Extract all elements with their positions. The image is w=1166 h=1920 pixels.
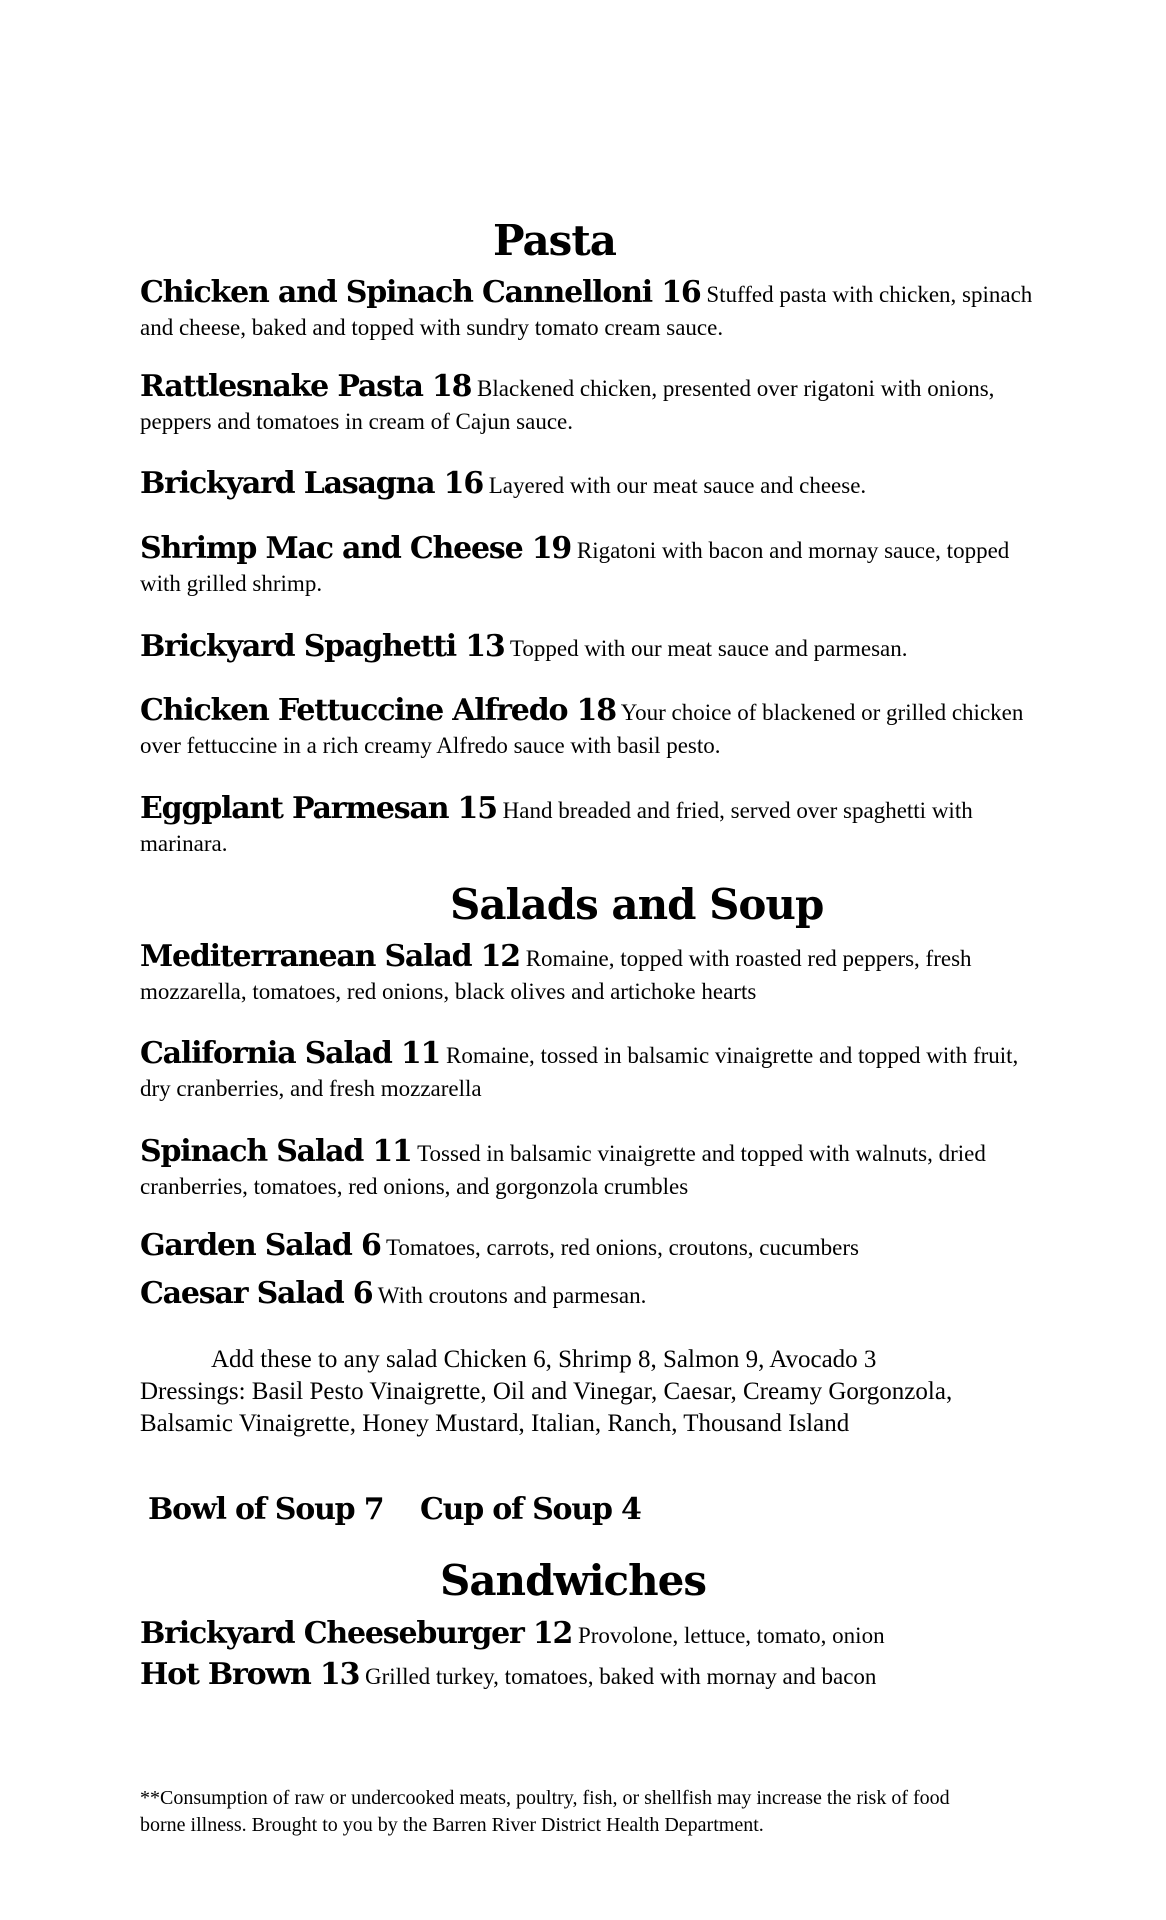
item-name: California Salad 11 — [140, 1036, 441, 1071]
item-description: Tomatoes, carrots, red onions, croutons, cucumbers — [385, 1235, 859, 1260]
menu-item — [140, 1277, 1040, 1312]
item-name: Brickyard Spaghetti 13 — [140, 629, 505, 664]
menu-item — [140, 694, 1040, 762]
menu-item — [140, 532, 1040, 600]
item-description: With croutons and parmesan. — [377, 1283, 647, 1308]
menu-item — [140, 276, 1040, 344]
item-name: Brickyard Cheeseburger 12 — [140, 1616, 573, 1651]
item-name: Mediterranean Salad 12 — [140, 939, 520, 974]
item-name: Caesar Salad 6 — [140, 1276, 373, 1311]
soup-bowl: Bowl of Soup 7 — [148, 1492, 384, 1527]
item-name: Chicken Fettuccine Alfredo 18 — [140, 693, 616, 728]
item-description: Provolone, lettuce, tomato, onion — [577, 1623, 885, 1648]
section-title-sandwiches: Sandwiches — [440, 1556, 707, 1605]
item-name: Shrimp Mac and Cheese 19 — [140, 531, 572, 566]
salad-addons — [140, 1344, 1040, 1440]
item-name: Chicken and Spinach Cannelloni 16 — [140, 275, 701, 310]
item-description: Stuffed pasta with chicken, spinach and cheese, baked and topped with sundry tomato cream sauce. — [140, 282, 1033, 340]
menu-item — [140, 1617, 1040, 1652]
item-description: Topped with our meat sauce and parmesan. — [509, 636, 908, 661]
item-description: Romaine, topped with roasted red peppers, fresh mozzarella, tomatoes, red onions, black olives and artichoke hearts — [140, 946, 972, 1004]
addons-line: Add these to any salad Chicken 6, Shrimp 8, Salmon 9, Avocado 3 — [211, 1346, 877, 1373]
item-name: Brickyard Lasagna 16 — [140, 466, 483, 501]
item-description: Tossed in balsamic vinaigrette and topped with walnuts, dried cranberries, tomatoes, red onions, and gorgonzola crumbles — [140, 1141, 986, 1199]
item-name: Hot Brown 13 — [140, 1657, 360, 1692]
menu-item — [140, 940, 1040, 1008]
menu-item — [140, 630, 1040, 665]
menu-item — [140, 1135, 1040, 1203]
item-description: Romaine, tossed in balsamic vinaigrette and topped with fruit, dry cranberries, and fresh mozzarella — [140, 1043, 1019, 1101]
item-name: Garden Salad 6 — [140, 1228, 381, 1263]
menu-item — [140, 370, 1040, 438]
item-description: Hand breaded and fried, served over spaghetti with marinara. — [140, 798, 973, 856]
menu-item — [140, 792, 1040, 860]
item-description: Blackened chicken, presented over rigatoni with onions, peppers and tomatoes in cream of Cajun sauce. — [140, 376, 995, 434]
menu-item — [140, 467, 1040, 502]
item-description: Rigatoni with bacon and mornay sauce, topped with grilled shrimp. — [140, 538, 1010, 596]
dressings-line: Dressings: Basil Pesto Vinaigrette, Oil and Vinegar, Caesar, Creamy Gorgonzola, Balsamic Vinaigrette, Honey Mustard, Italian, Ranch, Thousand Island — [140, 1378, 953, 1437]
menu-item — [140, 1658, 1040, 1693]
menu-item — [140, 1037, 1040, 1105]
item-description: Your choice of blackened or grilled chicken over fettuccine in a rich creamy Alfredo sauce with basil pesto. — [140, 700, 1024, 758]
soup-cup: Cup of Soup 4 — [420, 1492, 641, 1527]
section-title-salads: Salads and Soup — [450, 880, 824, 929]
item-name: Spinach Salad 11 — [140, 1134, 412, 1169]
health-footnote: **Consumption of raw or undercooked meats, poultry, fish, or shellfish may increase the risk of food borne illness. Brought to you by the Barren River District Health Department. — [140, 1787, 950, 1836]
item-name: Rattlesnake Pasta 18 — [140, 369, 472, 404]
item-name: Eggplant Parmesan 15 — [140, 791, 497, 826]
section-title-pasta: Pasta — [493, 216, 616, 265]
item-description: Layered with our meat sauce and cheese. — [488, 473, 867, 498]
item-description: Grilled turkey, tomatoes, baked with mornay and bacon — [365, 1664, 877, 1689]
menu-item — [140, 1229, 1040, 1264]
